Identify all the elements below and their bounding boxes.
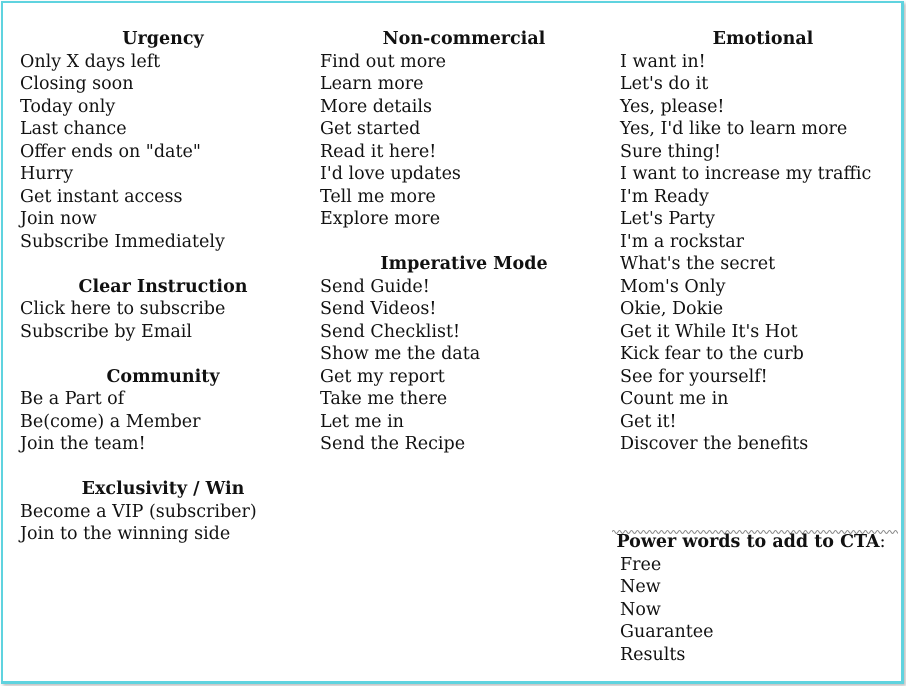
emotional-item: Mom's Only — [620, 276, 726, 297]
power-words-item: Now — [620, 599, 661, 620]
emotional-item: Count me in — [620, 389, 729, 409]
urgency-item: Hurry — [20, 164, 74, 184]
power-words-item: Results — [620, 644, 686, 665]
imperative-item: Send the Recipe — [320, 434, 466, 454]
community-item: Be a Part of — [20, 389, 125, 409]
power-words-list — [616, 554, 896, 667]
urgency-heading: Urgency — [122, 29, 204, 49]
clear-instruction-item: Subscribe by Email — [20, 321, 192, 342]
imperative-list — [320, 276, 610, 456]
exclusivity-item: Become a VIP (subscriber) — [20, 501, 257, 522]
emotional-list — [620, 51, 890, 456]
emotional-item: Discover the benefits — [620, 434, 809, 454]
exclusivity-list — [20, 501, 310, 546]
urgency-item: Join now — [20, 209, 97, 229]
non-commercial-item: Tell me more — [320, 186, 436, 207]
community-item: Join the team! — [20, 434, 146, 454]
power-words-item: Free — [620, 554, 662, 575]
non-commercial-item: Find out more — [320, 51, 447, 72]
non-commercial-heading: Non-commercial — [382, 29, 546, 49]
emotional-item: I want in! — [620, 51, 706, 72]
exclusivity-heading: Exclusivity / Win — [81, 479, 245, 499]
non-commercial-item: More details — [320, 96, 432, 117]
imperative-item: Get my report — [320, 366, 445, 387]
column-right — [620, 28, 890, 456]
community-heading: Community — [106, 366, 220, 387]
imperative-item: Show me the data — [320, 344, 481, 364]
urgency-item: Last chance — [20, 119, 127, 139]
urgency-item: Offer ends on "date" — [20, 141, 201, 162]
emotional-item: Get it While It's Hot — [620, 321, 798, 342]
emotional-item: Let's Party — [620, 209, 716, 229]
clear-instruction-list — [20, 298, 310, 343]
emotional-item: See for yourself! — [620, 366, 768, 387]
non-commercial-item: Explore more — [320, 209, 441, 229]
power-words-section — [616, 531, 896, 666]
emotional-item: Get it! — [620, 411, 677, 432]
emotional-item: Yes, please! — [620, 96, 725, 117]
urgency-item: Subscribe Immediately — [20, 231, 225, 252]
clear-instruction-item: Click here to subscribe — [20, 299, 226, 319]
power-words-heading-suffix: : — [879, 532, 886, 552]
community-item: Be(come) a Member — [20, 411, 201, 432]
non-commercial-item: Learn more — [320, 74, 424, 94]
emotional-heading: Emotional — [712, 29, 814, 49]
non-commercial-list — [320, 51, 610, 231]
exclusivity-item: Join to the winning side — [20, 524, 231, 544]
column-middle — [320, 28, 610, 456]
imperative-item: Take me there — [320, 389, 448, 409]
power-words-item: New — [620, 577, 661, 597]
urgency-item: Closing soon — [20, 74, 134, 94]
imperative-item: Send Guide! — [320, 276, 430, 297]
emotional-item: Yes, I'd like to learn more — [620, 119, 848, 139]
imperative-item: Send Checklist! — [320, 321, 461, 342]
non-commercial-item: Get started — [320, 119, 421, 139]
clear-instruction-heading: Clear Instruction — [78, 276, 248, 297]
imperative-item: Send Videos! — [320, 299, 437, 319]
emotional-item: Okie, Dokie — [620, 299, 724, 319]
urgency-item: Get instant access — [20, 186, 183, 207]
urgency-item: Only X days left — [20, 51, 161, 72]
non-commercial-item: I'd love updates — [320, 164, 461, 184]
imperative-heading: Imperative Mode — [380, 254, 548, 274]
power-words-item: Guarantee — [620, 622, 714, 642]
community-list — [20, 388, 310, 456]
urgency-list — [20, 51, 310, 254]
emotional-item: I'm a rockstar — [620, 231, 744, 252]
emotional-item: Let's do it — [620, 74, 709, 94]
non-commercial-item: Read it here! — [320, 141, 437, 162]
emotional-item: Kick fear to the curb — [620, 344, 804, 364]
emotional-item: Sure thing! — [620, 141, 721, 162]
emotional-item: I want to increase my traffic — [620, 164, 872, 184]
urgency-item: Today only — [20, 96, 116, 117]
emotional-item: I'm Ready — [620, 186, 709, 207]
imperative-item: Let me in — [320, 411, 404, 432]
power-words-heading-text: Power words to add to CTA — [616, 532, 880, 552]
power-words-heading — [616, 531, 886, 554]
emotional-item: What's the secret — [620, 254, 776, 274]
column-left — [20, 28, 310, 546]
